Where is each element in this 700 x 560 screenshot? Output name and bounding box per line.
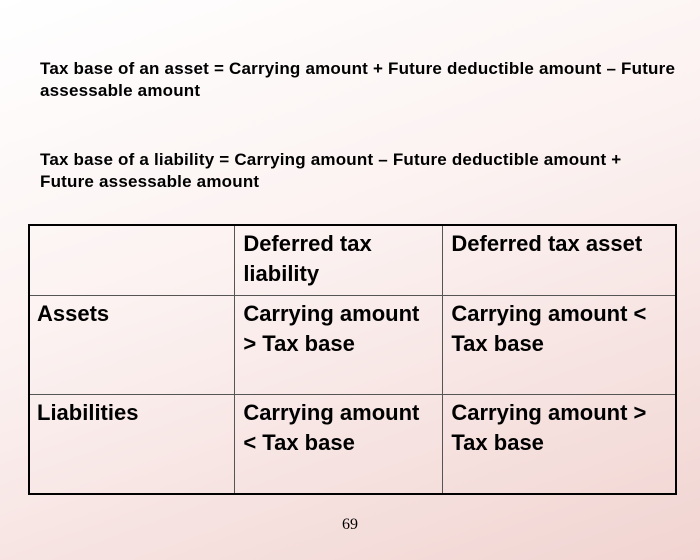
liability-tax-base-formula: Tax base of a liability = Carrying amount – Future deductible amount + Future assessable amount [40,150,622,191]
liabilities-deferred-tax-asset-cell: Carrying amount > Tax base [443,395,676,495]
assets-deferred-tax-liability-cell: Carrying amount > Tax base [235,296,443,395]
page-number: 69 [342,516,358,533]
table-header-row [29,225,676,296]
row-label-assets: Assets [29,296,235,395]
table-row-liabilities [29,395,676,495]
deferred-tax-table [28,224,677,495]
table-row-assets [29,296,676,395]
row-label-liabilities: Liabilities [29,395,235,495]
assets-deferred-tax-asset-cell: Carrying amount < Tax base [443,296,676,395]
liabilities-deferred-tax-liability-cell: Carrying amount < Tax base [235,395,443,495]
asset-tax-base-formula: Tax base of an asset = Carrying amount + Future deductible amount – Future assessable amount [40,59,676,100]
header-cell-deferred-tax-liability: Deferred tax liability [235,225,443,296]
header-cell-deferred-tax-asset: Deferred tax asset [443,225,676,296]
header-cell-empty [29,225,235,296]
